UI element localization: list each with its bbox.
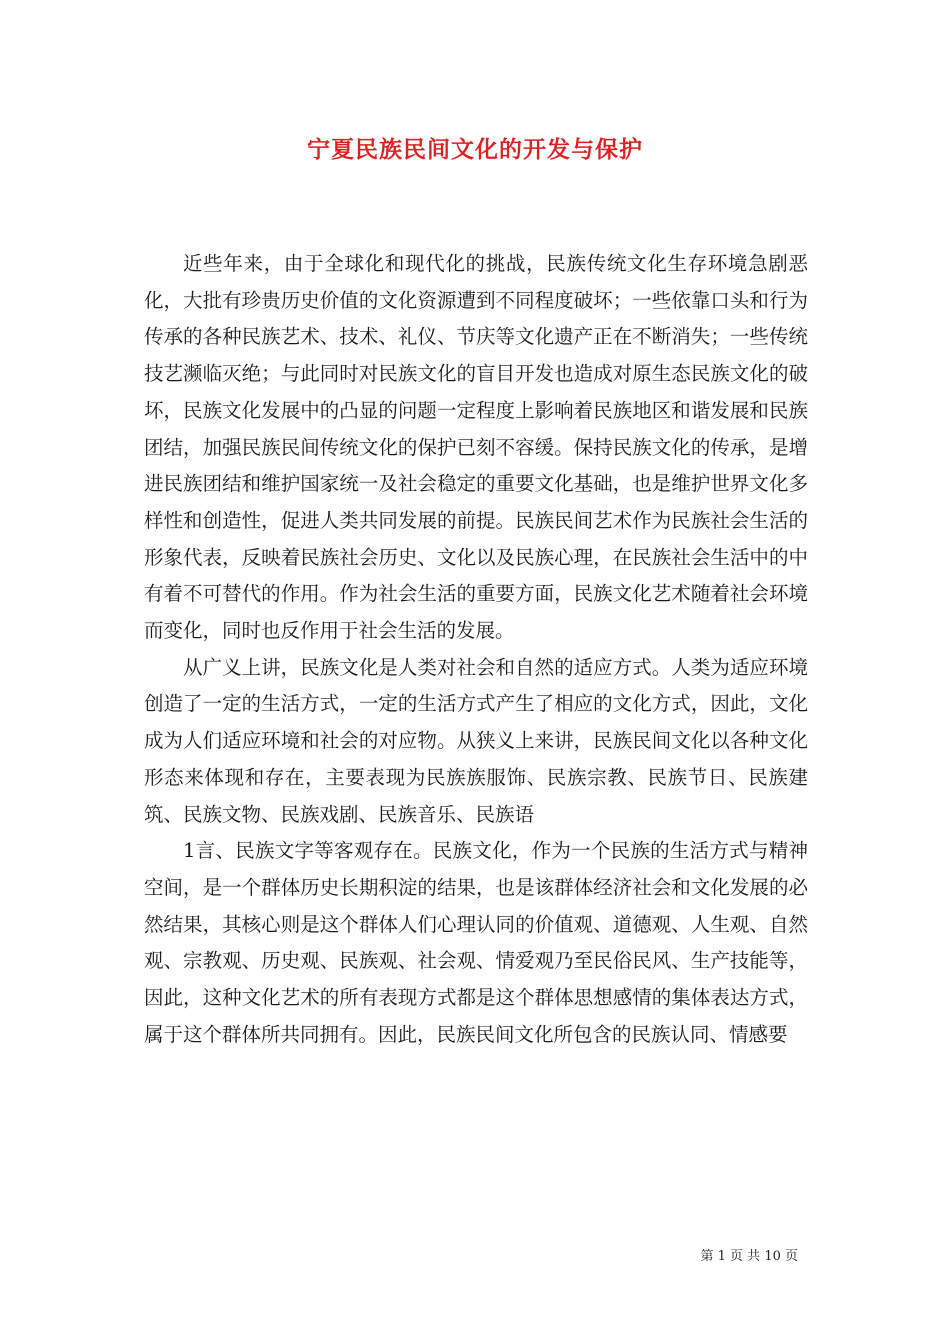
paragraph: 近些年来，由于全球化和现代化的挑战，民族传统文化生存环境急剧恶化，大批有珍贵历史价值的文化资源遭到不同程度破坏；一些依靠口头和行为传承的各种民族艺术、技术、礼仪、节庆等文化遗产正在不断消失；一些传统技艺濒临灭绝；与此同时对民族文化的盲目开发也造成对原生态民族文化的破坏，民族文化发展中的凸显的问题一定程度上影响着民族地区和谐发展和民族团结，加强民族民间传统文化的保护已刻不容缓。保持民族文化的传承，是增进民族团结和维护国家统一及社会稳定的重要文化基础，也是维护世界文化多样性和创造性，促进人类共同发展的前提。民族民间艺术作为民族社会生活的形象代表，反映着民族社会历史、文化以及民族心理，在民族社会生活中的中有着不可替代的作用。作为社会生活的重要方面，民族文化艺术随着社会环境而变化，同时也反作用于社会生活的发展。 (144, 252, 808, 643)
paragraph: 1言、民族文字等客观存在。民族文化，作为一个民族的生活方式与精神空间，是一个群体历史长期积淀的结果，也是该群体经济社会和文化发展的必然结果，其核心则是这个群体人们心理认同的价值观、道德观、人生观、自然观、宗教观、历史观、民族观、社会观、情爱观乃至民俗民风、生产技能等，因此，这种文化艺术的所有表现方式都是这个群体思想感情的集体表达方式，属于这个群体所共同拥有。因此，民族民间文化所包含的民族认同、情感要 (144, 839, 808, 1046)
document-title: 宁夏民族民间文化的开发与保护 (307, 136, 643, 163)
paragraph: 从广义上讲，民族文化是人类对社会和自然的适应方式。人类为适应环境创造了一定的生活方式，一定的生活方式产生了相应的文化方式，因此，文化成为人们适应环境和社会的对应物。从狭义上来讲，民族民间文化以各种文化形态来体现和存在，主要表现为民族族服饰、民族宗教、民族节日、民族建筑、民族文物、民族戏剧、民族音乐、民族语 (144, 655, 808, 826)
page-number: 第 1 页 共 10 页 (700, 1249, 798, 1264)
document-body (144, 246, 808, 1053)
